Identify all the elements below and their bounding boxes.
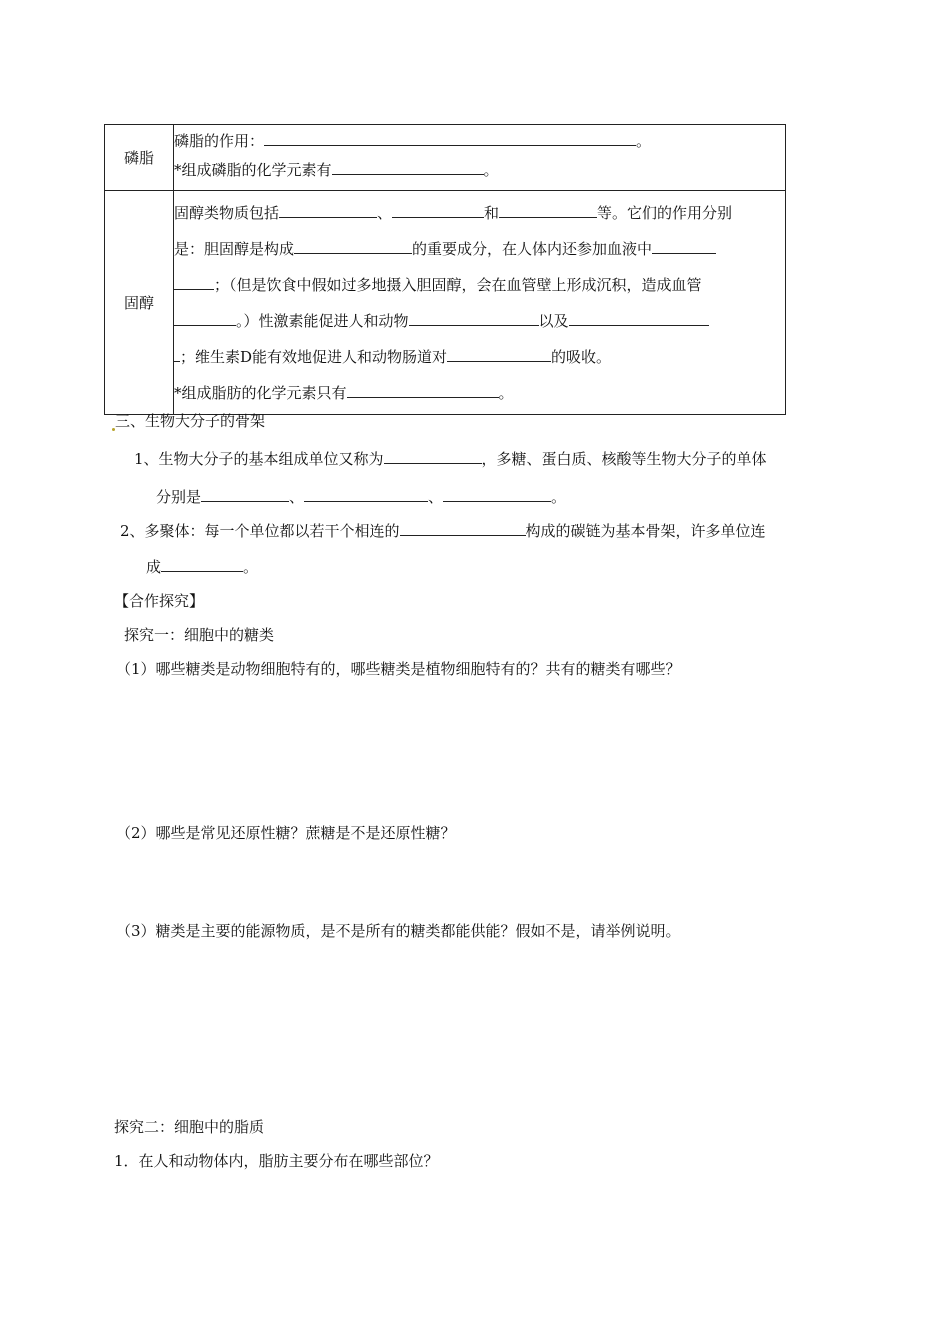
lipid-table — [104, 124, 786, 415]
inquiry1-question-2: （2）哪些是常见还原性糖？蔗糖是不是还原性糖？ — [116, 824, 456, 842]
sterol-line-6: *组成脂肪的化学元素只有 。 — [174, 383, 514, 402]
sterol-line-5: ；维生素D能有效地促进人和动物肠道对 的吸收。 — [174, 339, 785, 375]
section3-item1-line2: 分别是 、 、 。 — [156, 488, 567, 506]
inquiry2-question-1: 1．在人和动物体内，脂肪主要分布在哪些部位？ — [114, 1152, 439, 1170]
sterol-line-3: ；（但是饮食中假如过多地摄入胆固醇，会在血管壁上形成沉积，造成血管 — [174, 267, 785, 303]
section3-item1-line1: 1、生物大分子的基本组成单位又称为 ，多糖、蛋白质、核酸等生物大分子的单体 — [134, 450, 767, 468]
blank-phospholipid-function[interactable] — [264, 131, 636, 146]
blank-monomer-2[interactable] — [304, 487, 428, 502]
blank-cholesterol-component[interactable] — [294, 239, 412, 254]
blank-blood-transport-a[interactable] — [652, 239, 716, 254]
row-label-sterol: 固醇 — [105, 191, 174, 415]
section3-heading: 三、生物大分子的骨架 — [112, 410, 265, 431]
phospholipid-elements-line: *组成磷脂的化学元素有 。 — [174, 160, 499, 179]
blank-sex-hormone-1[interactable] — [409, 311, 539, 326]
phospholipid-function-line: 磷脂的作用： 。 — [174, 131, 652, 150]
section3-item2-line2: 成 。 — [146, 558, 259, 576]
blank-polymer[interactable] — [161, 557, 243, 572]
table-row-phospholipid — [105, 125, 786, 191]
blank-sterol-type-2[interactable] — [392, 203, 484, 218]
blank-monomer-name[interactable] — [384, 449, 482, 464]
blank-sterol-type-3[interactable] — [499, 203, 597, 218]
cooperation-heading: 【合作探究】 — [114, 592, 205, 610]
blank-vitamin-d[interactable] — [447, 347, 551, 362]
blank-carbon-atoms[interactable] — [400, 521, 526, 536]
blank-sterol-type-1[interactable] — [279, 203, 377, 218]
phospholipid-content — [174, 125, 786, 191]
blank-blood-transport-b[interactable] — [174, 275, 214, 290]
table-row-sterol — [105, 191, 786, 415]
blank-monomer-3[interactable] — [443, 487, 551, 502]
sterol-content — [174, 191, 786, 415]
section3-item2-line1: 2、多聚体：每一个单位都以若干个相连的 构成的碳链为基本骨架，许多单位连 — [120, 522, 766, 540]
blank-fat-elements[interactable] — [347, 383, 499, 398]
inquiry1-question-1: （1）哪些糖类是动物细胞特有的，哪些糖类是植物细胞特有的？共有的糖类有哪些？ — [116, 660, 681, 678]
blank-vessel-block[interactable] — [174, 311, 236, 326]
blank-phospholipid-elements[interactable] — [332, 160, 484, 175]
sterol-line-4: 。）性激素能促进人和动物 以及 — [174, 303, 785, 339]
row-label-phospholipid: 磷脂 — [105, 125, 174, 191]
blank-sex-hormone-2a[interactable] — [569, 311, 709, 326]
sterol-line-2: 是：胆固醇是构成 的重要成分，在人体内还参加血液中 — [174, 231, 785, 267]
inquiry1-title: 探究一：细胞中的糖类 — [124, 626, 275, 644]
inquiry2-title: 探究二：细胞中的脂质 — [114, 1118, 265, 1136]
blank-monomer-1[interactable] — [201, 487, 289, 502]
inquiry1-question-3: （3）糖类是主要的能源物质，是不是所有的糖类都能供能？假如不是，请举例说明。 — [116, 922, 681, 940]
sterol-line-1: 固醇类物质包括 、 和 等。它们的作用分别 — [174, 203, 733, 222]
